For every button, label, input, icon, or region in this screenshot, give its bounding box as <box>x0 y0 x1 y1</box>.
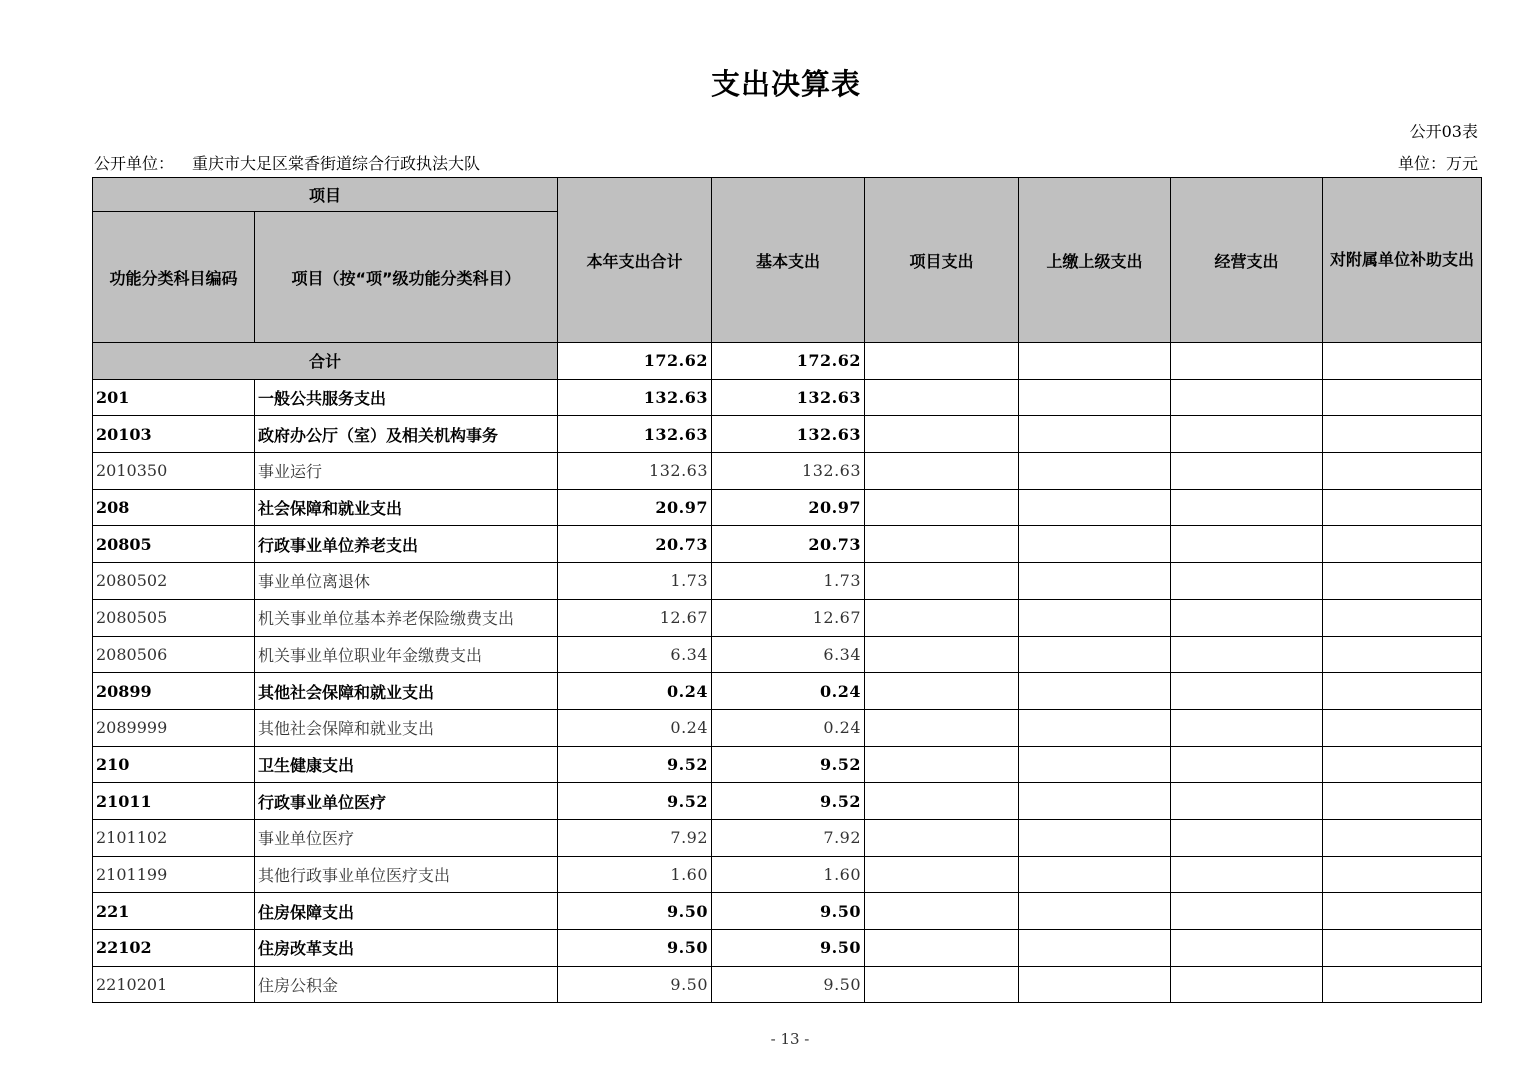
cell-name: 事业运行 <box>255 453 558 490</box>
form-number: 公开03表 <box>1409 122 1478 141</box>
table-row <box>93 453 1482 490</box>
cell-project <box>865 563 1019 600</box>
cell-code: 20805 <box>93 526 255 563</box>
cell-total: 6.34 <box>558 636 712 673</box>
cell-upper <box>1019 673 1171 710</box>
cell-upper <box>1019 893 1171 930</box>
cell-basic: 20.73 <box>712 526 865 563</box>
cell-code: 20103 <box>93 416 255 453</box>
cell-project <box>865 930 1019 967</box>
table-row <box>93 636 1482 673</box>
cell-total: 20.97 <box>558 489 712 526</box>
cell-name: 卫生健康支出 <box>255 746 558 783</box>
cell-project <box>865 416 1019 453</box>
cell-basic: 9.50 <box>712 893 865 930</box>
header-basic: 基本支出 <box>712 178 865 343</box>
org-label: 公开单位： <box>94 154 175 173</box>
cell-subsidy <box>1323 489 1482 526</box>
cell-total: 132.63 <box>558 416 712 453</box>
cell-upper <box>1019 599 1171 636</box>
cell-total: 9.50 <box>558 893 712 930</box>
cell-code: 208 <box>93 489 255 526</box>
total-row <box>93 343 1482 380</box>
cell-business <box>1171 416 1323 453</box>
cell-business <box>1171 379 1323 416</box>
cell-subsidy <box>1323 819 1482 856</box>
cell-total: 9.50 <box>558 966 712 1003</box>
cell-project <box>865 819 1019 856</box>
cell-subsidy <box>1323 893 1482 930</box>
cell-name: 行政事业单位医疗 <box>255 783 558 820</box>
cell-name: 住房保障支出 <box>255 893 558 930</box>
cell-name: 政府办公厅（室）及相关机构事务 <box>255 416 558 453</box>
cell-basic: 12.67 <box>712 599 865 636</box>
cell-upper <box>1019 636 1171 673</box>
cell-basic: 0.24 <box>712 673 865 710</box>
header-name: 项目（按“项”级功能分类科目） <box>255 212 558 343</box>
cell-project <box>865 783 1019 820</box>
cell-upper <box>1019 966 1171 1003</box>
cell-basic: 132.63 <box>712 416 865 453</box>
table-row <box>93 783 1482 820</box>
cell-business <box>1171 563 1323 600</box>
cell-basic: 9.52 <box>712 746 865 783</box>
cell-total: 132.63 <box>558 379 712 416</box>
cell-business <box>1171 636 1323 673</box>
cell-basic: 9.50 <box>712 930 865 967</box>
header-item-group: 项目 <box>93 178 558 212</box>
cell-upper <box>1019 930 1171 967</box>
header-business: 经营支出 <box>1171 178 1323 343</box>
cell-subsidy <box>1323 783 1482 820</box>
cell-subsidy <box>1323 930 1482 967</box>
cell-name: 住房公积金 <box>255 966 558 1003</box>
cell-business <box>1171 489 1323 526</box>
table-row <box>93 966 1482 1003</box>
cell-project <box>865 856 1019 893</box>
cell-subsidy <box>1323 599 1482 636</box>
cell-subsidy <box>1323 856 1482 893</box>
expenditure-table <box>92 177 1482 1003</box>
cell-upper <box>1019 416 1171 453</box>
cell-name: 其他社会保障和就业支出 <box>255 673 558 710</box>
cell-basic: 9.52 <box>712 783 865 820</box>
cell-upper <box>1019 563 1171 600</box>
cell-name: 机关事业单位基本养老保险缴费支出 <box>255 599 558 636</box>
cell-code: 2080506 <box>93 636 255 673</box>
cell-total: 12.67 <box>558 599 712 636</box>
cell-code: 2210201 <box>93 966 255 1003</box>
cell-basic: 9.50 <box>712 966 865 1003</box>
cell-total: 0.24 <box>558 709 712 746</box>
total-project <box>865 343 1019 380</box>
cell-total: 0.24 <box>558 673 712 710</box>
cell-upper <box>1019 379 1171 416</box>
cell-upper <box>1019 746 1171 783</box>
cell-project <box>865 966 1019 1003</box>
cell-business <box>1171 673 1323 710</box>
cell-business <box>1171 930 1323 967</box>
cell-upper <box>1019 453 1171 490</box>
cell-code: 2080502 <box>93 563 255 600</box>
cell-total: 9.50 <box>558 930 712 967</box>
cell-name: 其他社会保障和就业支出 <box>255 709 558 746</box>
cell-upper <box>1019 783 1171 820</box>
cell-total: 1.73 <box>558 563 712 600</box>
cell-subsidy <box>1323 636 1482 673</box>
cell-subsidy <box>1323 379 1482 416</box>
table-row <box>93 930 1482 967</box>
cell-name: 一般公共服务支出 <box>255 379 558 416</box>
cell-upper <box>1019 526 1171 563</box>
total-label: 合计 <box>93 343 558 380</box>
unit-info-line <box>94 151 1478 174</box>
cell-subsidy <box>1323 453 1482 490</box>
cell-upper <box>1019 856 1171 893</box>
total-basic: 172.62 <box>712 343 865 380</box>
money-unit: 单位：万元 <box>1397 154 1478 173</box>
cell-project <box>865 636 1019 673</box>
cell-total: 132.63 <box>558 453 712 490</box>
cell-total: 1.60 <box>558 856 712 893</box>
cell-project <box>865 379 1019 416</box>
cell-subsidy <box>1323 416 1482 453</box>
table-row <box>93 819 1482 856</box>
cell-upper <box>1019 819 1171 856</box>
page-title: 支出决算表 <box>710 67 861 101</box>
table-row <box>93 379 1482 416</box>
cell-name: 事业单位医疗 <box>255 819 558 856</box>
cell-basic: 7.92 <box>712 819 865 856</box>
cell-upper <box>1019 489 1171 526</box>
cell-name: 社会保障和就业支出 <box>255 489 558 526</box>
cell-business <box>1171 783 1323 820</box>
cell-code: 201 <box>93 379 255 416</box>
cell-basic: 0.24 <box>712 709 865 746</box>
cell-business <box>1171 453 1323 490</box>
cell-project <box>865 489 1019 526</box>
table-row <box>93 673 1482 710</box>
cell-project <box>865 893 1019 930</box>
cell-business <box>1171 893 1323 930</box>
cell-basic: 1.73 <box>712 563 865 600</box>
cell-name: 机关事业单位职业年金缴费支出 <box>255 636 558 673</box>
cell-code: 221 <box>93 893 255 930</box>
cell-subsidy <box>1323 746 1482 783</box>
cell-code: 2101199 <box>93 856 255 893</box>
cell-name: 事业单位离退休 <box>255 563 558 600</box>
cell-code: 21011 <box>93 783 255 820</box>
total-subsidy <box>1323 343 1482 380</box>
cell-code: 20899 <box>93 673 255 710</box>
cell-business <box>1171 819 1323 856</box>
table-row <box>93 856 1482 893</box>
cell-upper <box>1019 709 1171 746</box>
header-code: 功能分类科目编码 <box>93 212 255 343</box>
table-row <box>93 416 1482 453</box>
cell-subsidy <box>1323 966 1482 1003</box>
table-row <box>93 709 1482 746</box>
header-subsidy: 对附属单位补助支出 <box>1323 178 1482 343</box>
header-upper: 上缴上级支出 <box>1019 178 1171 343</box>
cell-code: 2089999 <box>93 709 255 746</box>
cell-name: 住房改革支出 <box>255 930 558 967</box>
table-row <box>93 746 1482 783</box>
org-name: 重庆市大足区棠香街道综合行政执法大队 <box>192 154 481 173</box>
cell-subsidy <box>1323 563 1482 600</box>
table-row <box>93 893 1482 930</box>
cell-code: 2010350 <box>93 453 255 490</box>
cell-basic: 1.60 <box>712 856 865 893</box>
page-number: - 13 - <box>770 1030 810 1048</box>
cell-subsidy <box>1323 709 1482 746</box>
cell-business <box>1171 526 1323 563</box>
cell-project <box>865 599 1019 636</box>
cell-basic: 132.63 <box>712 453 865 490</box>
cell-name: 其他行政事业单位医疗支出 <box>255 856 558 893</box>
cell-code: 210 <box>93 746 255 783</box>
cell-subsidy <box>1323 673 1482 710</box>
cell-basic: 132.63 <box>712 379 865 416</box>
cell-business <box>1171 856 1323 893</box>
cell-project <box>865 746 1019 783</box>
header-total: 本年支出合计 <box>558 178 712 343</box>
cell-name: 行政事业单位养老支出 <box>255 526 558 563</box>
cell-project <box>865 709 1019 746</box>
cell-business <box>1171 709 1323 746</box>
cell-total: 9.52 <box>558 783 712 820</box>
total-business <box>1171 343 1323 380</box>
cell-subsidy <box>1323 526 1482 563</box>
cell-project <box>865 526 1019 563</box>
cell-project <box>865 453 1019 490</box>
cell-project <box>865 673 1019 710</box>
cell-code: 2101102 <box>93 819 255 856</box>
total-upper <box>1019 343 1171 380</box>
cell-business <box>1171 599 1323 636</box>
cell-basic: 6.34 <box>712 636 865 673</box>
cell-basic: 20.97 <box>712 489 865 526</box>
cell-business <box>1171 966 1323 1003</box>
table-row <box>93 489 1482 526</box>
table-row <box>93 599 1482 636</box>
total-total: 172.62 <box>558 343 712 380</box>
table-row <box>93 526 1482 563</box>
cell-total: 20.73 <box>558 526 712 563</box>
header-project: 项目支出 <box>865 178 1019 343</box>
cell-business <box>1171 746 1323 783</box>
cell-code: 2080505 <box>93 599 255 636</box>
cell-total: 9.52 <box>558 746 712 783</box>
cell-total: 7.92 <box>558 819 712 856</box>
cell-code: 22102 <box>93 930 255 967</box>
table-row <box>93 563 1482 600</box>
